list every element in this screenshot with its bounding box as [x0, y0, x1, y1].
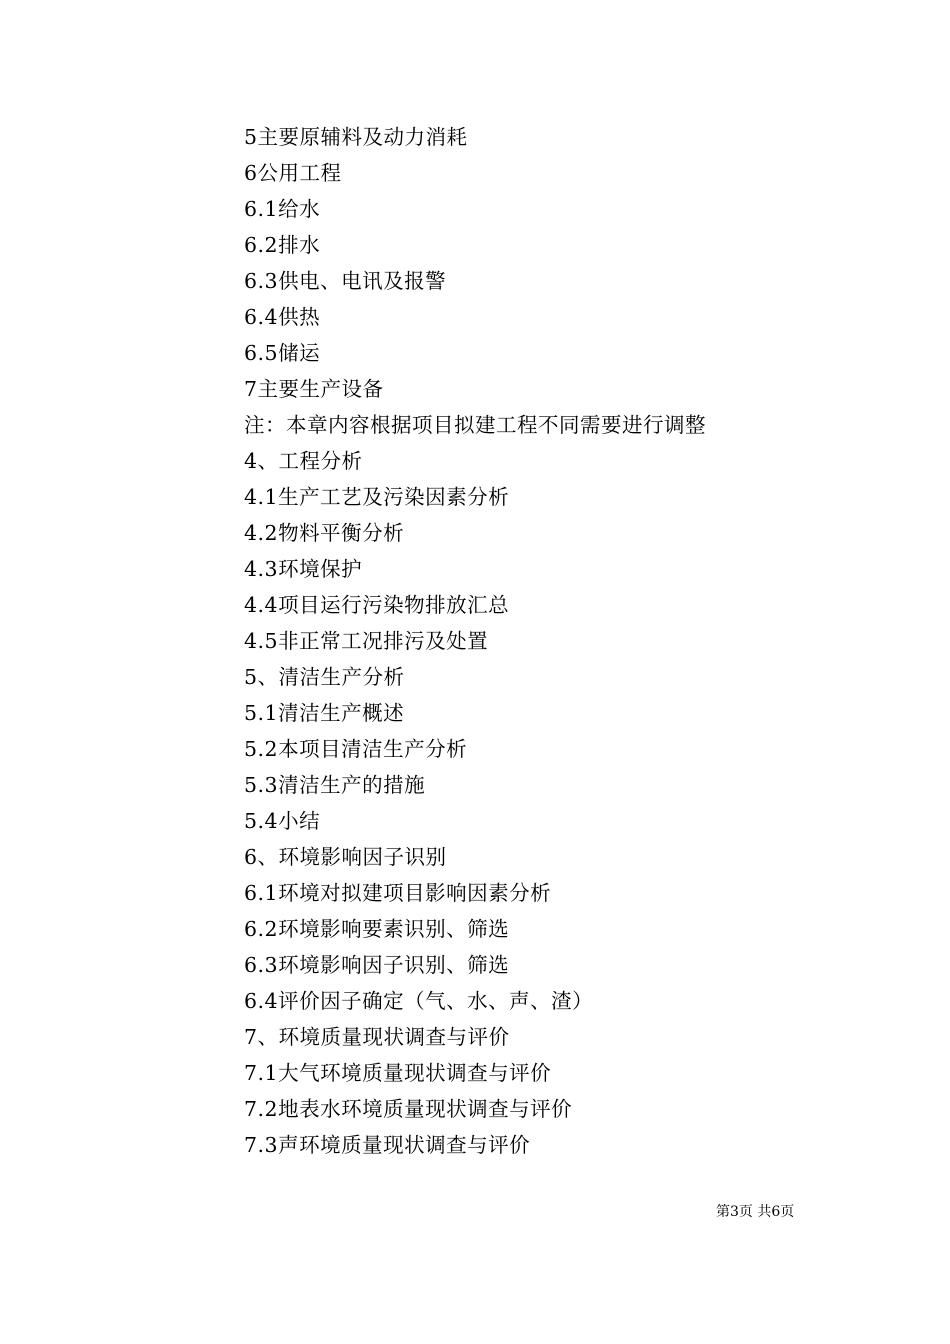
outline-line: 6.3环境影响因子识别、筛选 [244, 953, 510, 977]
outline-line: 7.1大气环境质量现状调查与评价 [244, 1061, 552, 1085]
outline-line: 6.4供热 [244, 305, 321, 329]
outline-line: 7.3声环境质量现状调查与评价 [244, 1133, 531, 1157]
outline-line: 5.1清洁生产概述 [244, 701, 405, 725]
outline-line: 6.1环境对拟建项目影响因素分析 [244, 881, 552, 905]
outline-line: 6.2环境影响要素识别、筛选 [244, 917, 510, 941]
outline-line: 6公用工程 [244, 161, 342, 185]
outline-line: 6、环境影响因子识别 [244, 845, 447, 869]
outline-line: 5.3清洁生产的措施 [244, 773, 426, 797]
outline-line: 7、环境质量现状调查与评价 [244, 1025, 510, 1049]
outline-note: 注：本章内容根据项目拟建工程不同需要进行调整 [244, 413, 706, 437]
outline-line: 7主要生产设备 [244, 377, 384, 401]
outline-line: 6.4评价因子确定（气、水、声、渣） [244, 989, 594, 1013]
outline-line: 4、工程分析 [244, 449, 363, 473]
outline-line: 6.2排水 [244, 233, 321, 257]
outline-line: 4.5非正常工况排污及处置 [244, 629, 489, 653]
page-number-footer: 第3页 共6页 [716, 1204, 795, 1220]
outline-line: 6.1给水 [244, 197, 321, 221]
outline-line: 5主要原辅料及动力消耗 [244, 125, 468, 149]
outline-line: 5、清洁生产分析 [244, 665, 405, 689]
outline-line: 4.4项目运行污染物排放汇总 [244, 593, 510, 617]
outline-line: 6.3供电、电讯及报警 [244, 269, 447, 293]
outline-line: 4.2物料平衡分析 [244, 521, 405, 545]
outline-line: 6.5储运 [244, 341, 321, 365]
outline-line: 7.2地表水环境质量现状调查与评价 [244, 1097, 573, 1121]
outline-list [244, 119, 864, 1163]
outline-line: 5.4小结 [244, 809, 321, 833]
outline-line: 4.1生产工艺及污染因素分析 [244, 485, 510, 509]
outline-line: 4.3环境保护 [244, 557, 363, 581]
outline-line: 5.2本项目清洁生产分析 [244, 737, 468, 761]
